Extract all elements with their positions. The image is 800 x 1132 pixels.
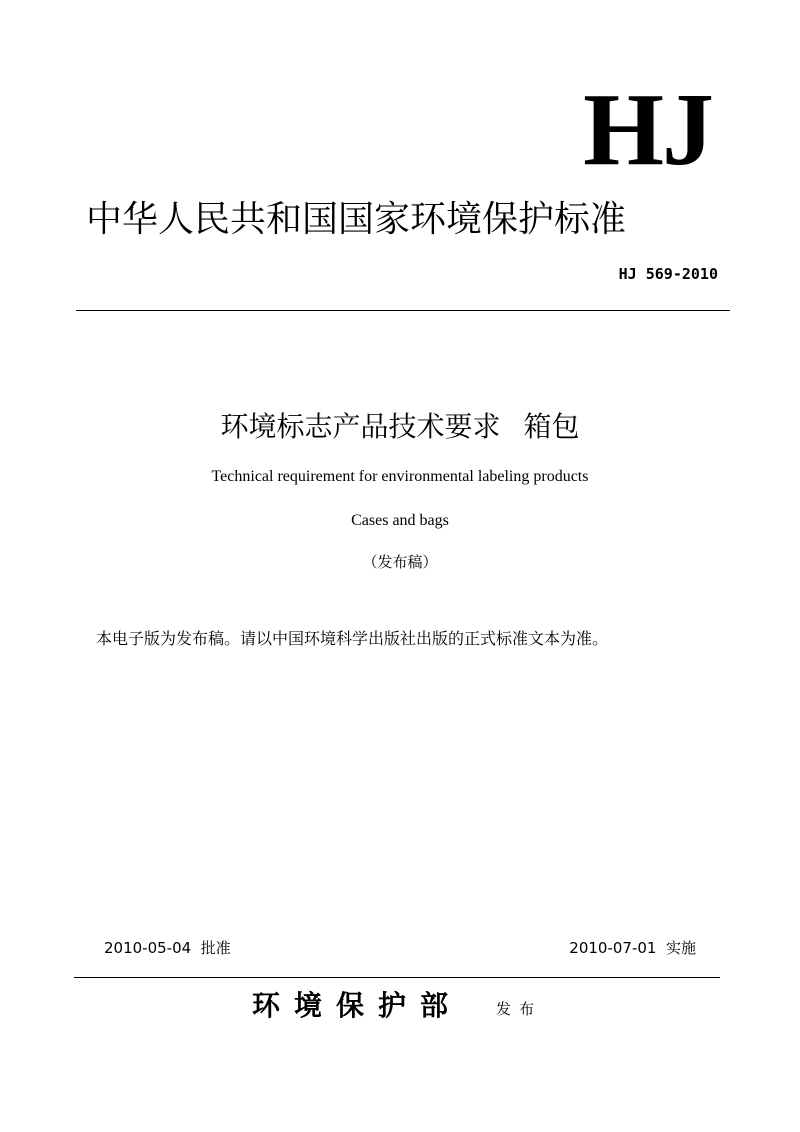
approval-date: 2010-05-04 批准 [104, 939, 231, 957]
document-subtitle-english: Cases and bags [351, 512, 449, 529]
document-title-chinese: 环境标志产品技术要求 箱包 [220, 410, 580, 443]
effective-date: 2010-07-01 实施 [569, 939, 696, 957]
footer-divider [74, 977, 720, 978]
country-standard-heading: 中华人民共和国国家环境保护标准 [86, 199, 627, 240]
document-title-english: Technical requirement for environmental labeling products [211, 468, 589, 485]
draft-status: （发布稿） [362, 553, 438, 571]
standard-logo: HJ [583, 72, 712, 187]
edition-notice: 本电子版为发布稿。请以中国环境科学出版社出版的正式标准文本为准。 [96, 629, 609, 648]
header-divider [76, 310, 730, 311]
standard-code: HJ 569-2010 [618, 265, 718, 283]
publish-label: 发布 [496, 1000, 543, 1018]
issuing-ministry: 环境保护部 [252, 989, 463, 1022]
